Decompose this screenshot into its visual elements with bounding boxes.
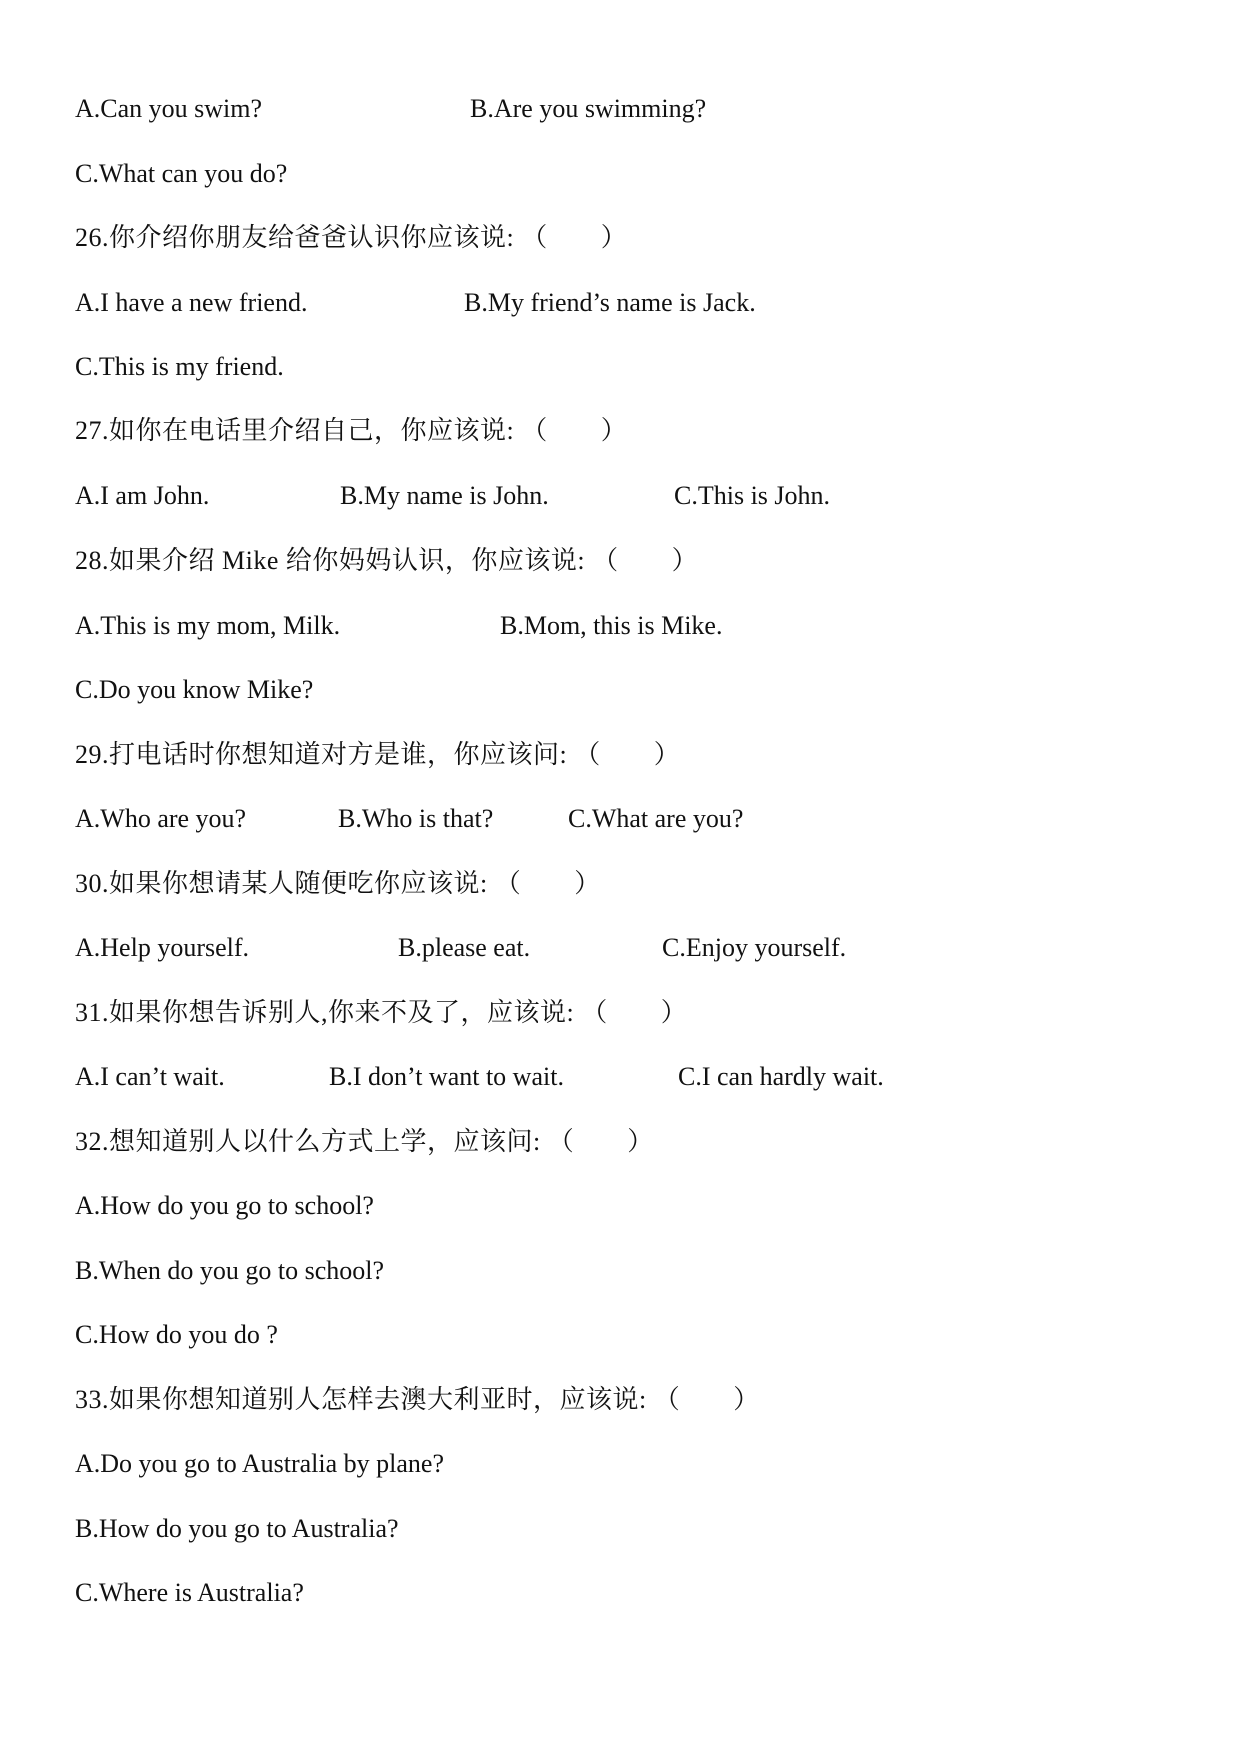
q27-option-a: A.I am John. xyxy=(75,481,210,510)
q33-option-b: B.How do you go to Australia? xyxy=(75,1514,399,1543)
q29-option-c: C.What are you? xyxy=(568,804,744,833)
question-30-prompt: 30.如果你想请某人随便吃你应该说: （ ） xyxy=(75,869,601,898)
question-32-prompt: 32.想知道别人以什么方式上学，应该问: （ ） xyxy=(75,1127,654,1156)
q32-option-b: B.When do you go to school? xyxy=(75,1256,385,1285)
q32-option-c: C.How do you do ? xyxy=(75,1320,278,1349)
q26-option-c: C.This is my friend. xyxy=(75,352,284,381)
q25-option-a: A.Can you swim? xyxy=(75,94,263,123)
q27-option-b: B.My name is John. xyxy=(340,481,549,510)
q31-option-b: B.I don’t want to wait. xyxy=(329,1062,564,1091)
q30-option-a: A.Help yourself. xyxy=(75,933,250,962)
question-27-prompt: 27.如你在电话里介绍自己，你应该说: （ ） xyxy=(75,416,628,445)
q30-option-c: C.Enjoy yourself. xyxy=(662,933,847,962)
question-33-prompt: 33.如果你想知道别人怎样去澳大利亚时，应该说: （ ） xyxy=(75,1385,760,1414)
q29-option-b: B.Who is that? xyxy=(338,804,494,833)
question-29-prompt: 29.打电话时你想知道对方是谁，你应该问: （ ） xyxy=(75,740,681,769)
q25-option-b: B.Are you swimming? xyxy=(470,94,707,123)
q28-option-b: B.Mom, this is Mike. xyxy=(500,611,723,640)
q26-option-a: A.I have a new friend. xyxy=(75,288,308,317)
q30-option-b: B.please eat. xyxy=(398,933,531,962)
q26-option-b: B.My friend’s name is Jack. xyxy=(464,288,756,317)
q28-option-a: A.This is my mom, Milk. xyxy=(75,611,341,640)
q32-option-a: A.How do you go to school? xyxy=(75,1191,374,1220)
question-26-prompt: 26.你介绍你朋友给爸爸认识你应该说: （ ） xyxy=(75,223,628,252)
q33-option-a: A.Do you go to Australia by plane? xyxy=(75,1449,444,1478)
q33-option-c: C.Where is Australia? xyxy=(75,1578,304,1607)
q31-option-c: C.I can hardly wait. xyxy=(678,1062,884,1091)
q27-option-c: C.This is John. xyxy=(674,481,831,510)
question-31-prompt: 31.如果你想告诉别人,你来不及了，应该说: （ ） xyxy=(75,998,688,1027)
q29-option-a: A.Who are you? xyxy=(75,804,247,833)
question-28-prompt: 28.如果介绍 Mike 给你妈妈认识，你应该说: （ ） xyxy=(75,546,699,575)
q28-option-c: C.Do you know Mike? xyxy=(75,675,314,704)
q25-option-c: C.What can you do? xyxy=(75,159,288,188)
q31-option-a: A.I can’t wait. xyxy=(75,1062,225,1091)
